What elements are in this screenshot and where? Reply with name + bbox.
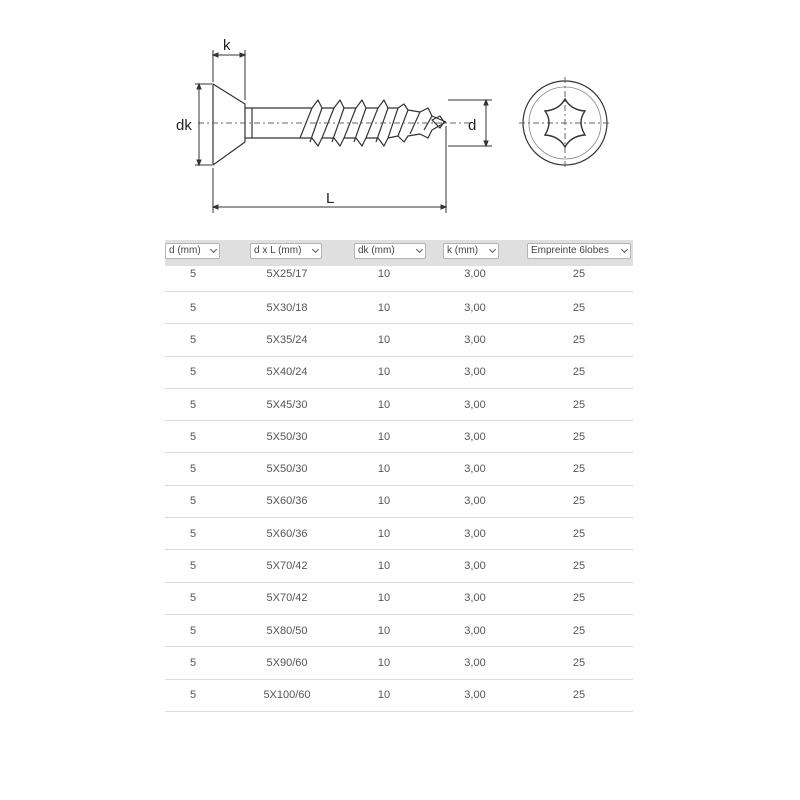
cell-drive: 25 [572, 366, 586, 379]
table-row [165, 389, 633, 421]
cell-k: 3,00 [464, 560, 486, 573]
cell-dk: 10 [377, 366, 391, 379]
table-row [165, 518, 633, 550]
cell-k: 3,00 [464, 430, 486, 443]
cell-dxl: 5X50/30 [266, 430, 308, 443]
cell-dk: 10 [377, 656, 391, 669]
screw-technical-drawing [0, 0, 800, 235]
cell-k: 3,00 [464, 333, 486, 346]
table-row [165, 266, 633, 292]
cell-d: 5 [189, 624, 197, 637]
table-row [165, 453, 633, 485]
filter-dk-select[interactable] [354, 243, 426, 259]
filter-dk-label: dk (mm) [358, 245, 395, 256]
table-row [165, 324, 633, 356]
filter-drive-select[interactable] [527, 243, 631, 259]
table-row [165, 615, 633, 647]
cell-drive: 25 [572, 527, 586, 540]
cell-d: 5 [189, 592, 197, 605]
cell-drive: 25 [572, 430, 586, 443]
filter-k-label: k (mm) [447, 245, 479, 256]
cell-dk: 10 [377, 689, 391, 702]
cell-drive: 25 [572, 656, 586, 669]
cell-dk: 10 [377, 333, 391, 346]
cell-dk: 10 [377, 430, 391, 443]
spec-table [165, 240, 633, 712]
chevron-down-icon [210, 246, 217, 253]
chevron-down-icon [621, 246, 628, 253]
cell-drive: 25 [572, 689, 586, 702]
cell-dxl: 5X40/24 [266, 366, 308, 379]
cell-k: 3,00 [464, 495, 486, 508]
cell-dk: 10 [377, 301, 391, 314]
cell-drive: 25 [572, 398, 586, 411]
cell-k: 3,00 [464, 624, 486, 637]
cell-d: 5 [189, 689, 197, 702]
cell-k: 3,00 [464, 268, 486, 280]
dk-dimension-label: dk [176, 117, 192, 134]
table-row [165, 550, 633, 582]
torx-head-top-view [519, 77, 611, 169]
table-row [165, 357, 633, 389]
cell-dxl: 5X35/24 [266, 333, 308, 346]
cell-d: 5 [189, 527, 197, 540]
cell-dxl: 5X80/50 [266, 624, 308, 637]
cell-d: 5 [189, 463, 197, 476]
filter-dxl-label: d x L (mm) [254, 245, 302, 256]
cell-d: 5 [189, 656, 197, 669]
cell-dk: 10 [377, 398, 391, 411]
cell-drive: 25 [572, 560, 586, 573]
cell-dk: 10 [377, 624, 391, 637]
cell-dxl: 5X60/36 [266, 527, 308, 540]
filter-d-select[interactable] [165, 243, 220, 259]
cell-d: 5 [189, 301, 197, 314]
cell-k: 3,00 [464, 366, 486, 379]
cell-drive: 25 [572, 463, 586, 476]
cell-dk: 10 [377, 463, 391, 476]
cell-drive: 25 [572, 333, 586, 346]
l-dimension-label: L [326, 190, 335, 207]
cell-dxl: 5X25/17 [266, 268, 308, 280]
d-dimension-label: d [468, 117, 477, 134]
table-row [165, 583, 633, 615]
chevron-down-icon [489, 246, 496, 253]
cell-dxl: 5X70/42 [266, 592, 308, 605]
chevron-down-icon [416, 246, 423, 253]
cell-k: 3,00 [464, 463, 486, 476]
cell-dxl: 5X100/60 [263, 689, 311, 702]
table-row [165, 680, 633, 712]
cell-d: 5 [189, 366, 197, 379]
cell-d: 5 [189, 560, 197, 573]
cell-dk: 10 [377, 592, 391, 605]
cell-dxl: 5X50/30 [266, 463, 308, 476]
cell-dk: 10 [377, 560, 391, 573]
cell-drive: 25 [572, 495, 586, 508]
filter-drive-label: Empreinte 6lobes [531, 245, 609, 256]
cell-drive: 25 [572, 301, 586, 314]
cell-d: 5 [189, 398, 197, 411]
cell-dk: 10 [377, 527, 391, 540]
cell-drive: 25 [572, 624, 586, 637]
cell-k: 3,00 [464, 398, 486, 411]
cell-d: 5 [189, 430, 197, 443]
table-row [165, 647, 633, 679]
k-dimension-label: k [223, 37, 231, 54]
cell-dk: 10 [377, 495, 391, 508]
cell-k: 3,00 [464, 301, 486, 314]
cell-dxl: 5X30/18 [266, 301, 308, 314]
cell-drive: 25 [572, 592, 586, 605]
cell-k: 3,00 [464, 592, 486, 605]
cell-dxl: 5X90/60 [266, 656, 308, 669]
table-row [165, 292, 633, 324]
cell-drive: 25 [572, 268, 586, 280]
table-row [165, 421, 633, 453]
filter-d-label: d (mm) [169, 245, 201, 256]
cell-d: 5 [189, 495, 197, 508]
cell-dk: 10 [377, 268, 391, 280]
chevron-down-icon [312, 246, 319, 253]
table-row [165, 486, 633, 518]
cell-dxl: 5X70/42 [266, 560, 308, 573]
filter-dxl-select[interactable] [250, 243, 322, 259]
cell-k: 3,00 [464, 689, 486, 702]
cell-k: 3,00 [464, 527, 486, 540]
cell-d: 5 [189, 268, 197, 280]
cell-dxl: 5X45/30 [266, 398, 308, 411]
filter-k-select[interactable] [443, 243, 499, 259]
cell-k: 3,00 [464, 656, 486, 669]
cell-d: 5 [189, 333, 197, 346]
table-header [165, 240, 633, 266]
cell-dxl: 5X60/36 [266, 495, 308, 508]
